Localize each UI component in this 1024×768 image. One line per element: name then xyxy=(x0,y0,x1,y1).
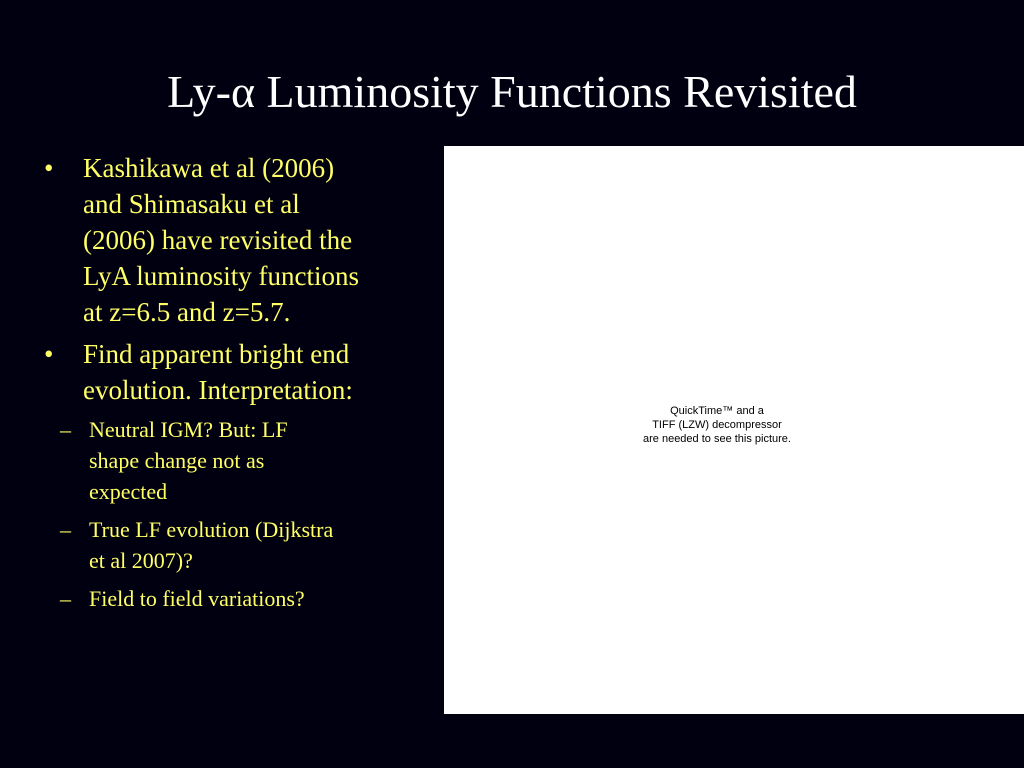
subbullet-text: True LF evolution (Dijkstra et al 2007)? xyxy=(89,517,334,573)
subbullet-marker: – xyxy=(60,586,71,611)
bullet-marker: • xyxy=(44,339,54,369)
subbullet-item xyxy=(5,414,444,507)
slide-title: Ly-α Luminosity Functions Revisited xyxy=(167,66,857,117)
subbullet-marker: – xyxy=(60,417,71,442)
bullet-item xyxy=(44,336,444,408)
bullet-marker: • xyxy=(44,153,54,183)
bullet-text: Kashikawa et al (2006) and Shimasaku et al (2006) have revisited the LyA luminosity functions at z=6.5 and z=5.7. xyxy=(83,153,360,327)
subbullet-marker: – xyxy=(60,517,71,542)
subbullet-text: Neutral IGM? But: LF shape change not as expected xyxy=(89,417,288,504)
bullet-list xyxy=(44,150,444,621)
subbullet-item xyxy=(5,583,444,614)
subbullet-text: Field to field variations? xyxy=(89,586,305,611)
bullet-text: Find apparent bright end evolution. Interpretation: xyxy=(83,339,353,405)
bullet-item xyxy=(44,150,444,330)
picture-placeholder xyxy=(444,146,1024,714)
subbullet-item xyxy=(5,514,444,576)
quicktime-message: QuickTime™ and a TIFF (LZW) decompressor are needed to see this picture. xyxy=(643,405,791,445)
